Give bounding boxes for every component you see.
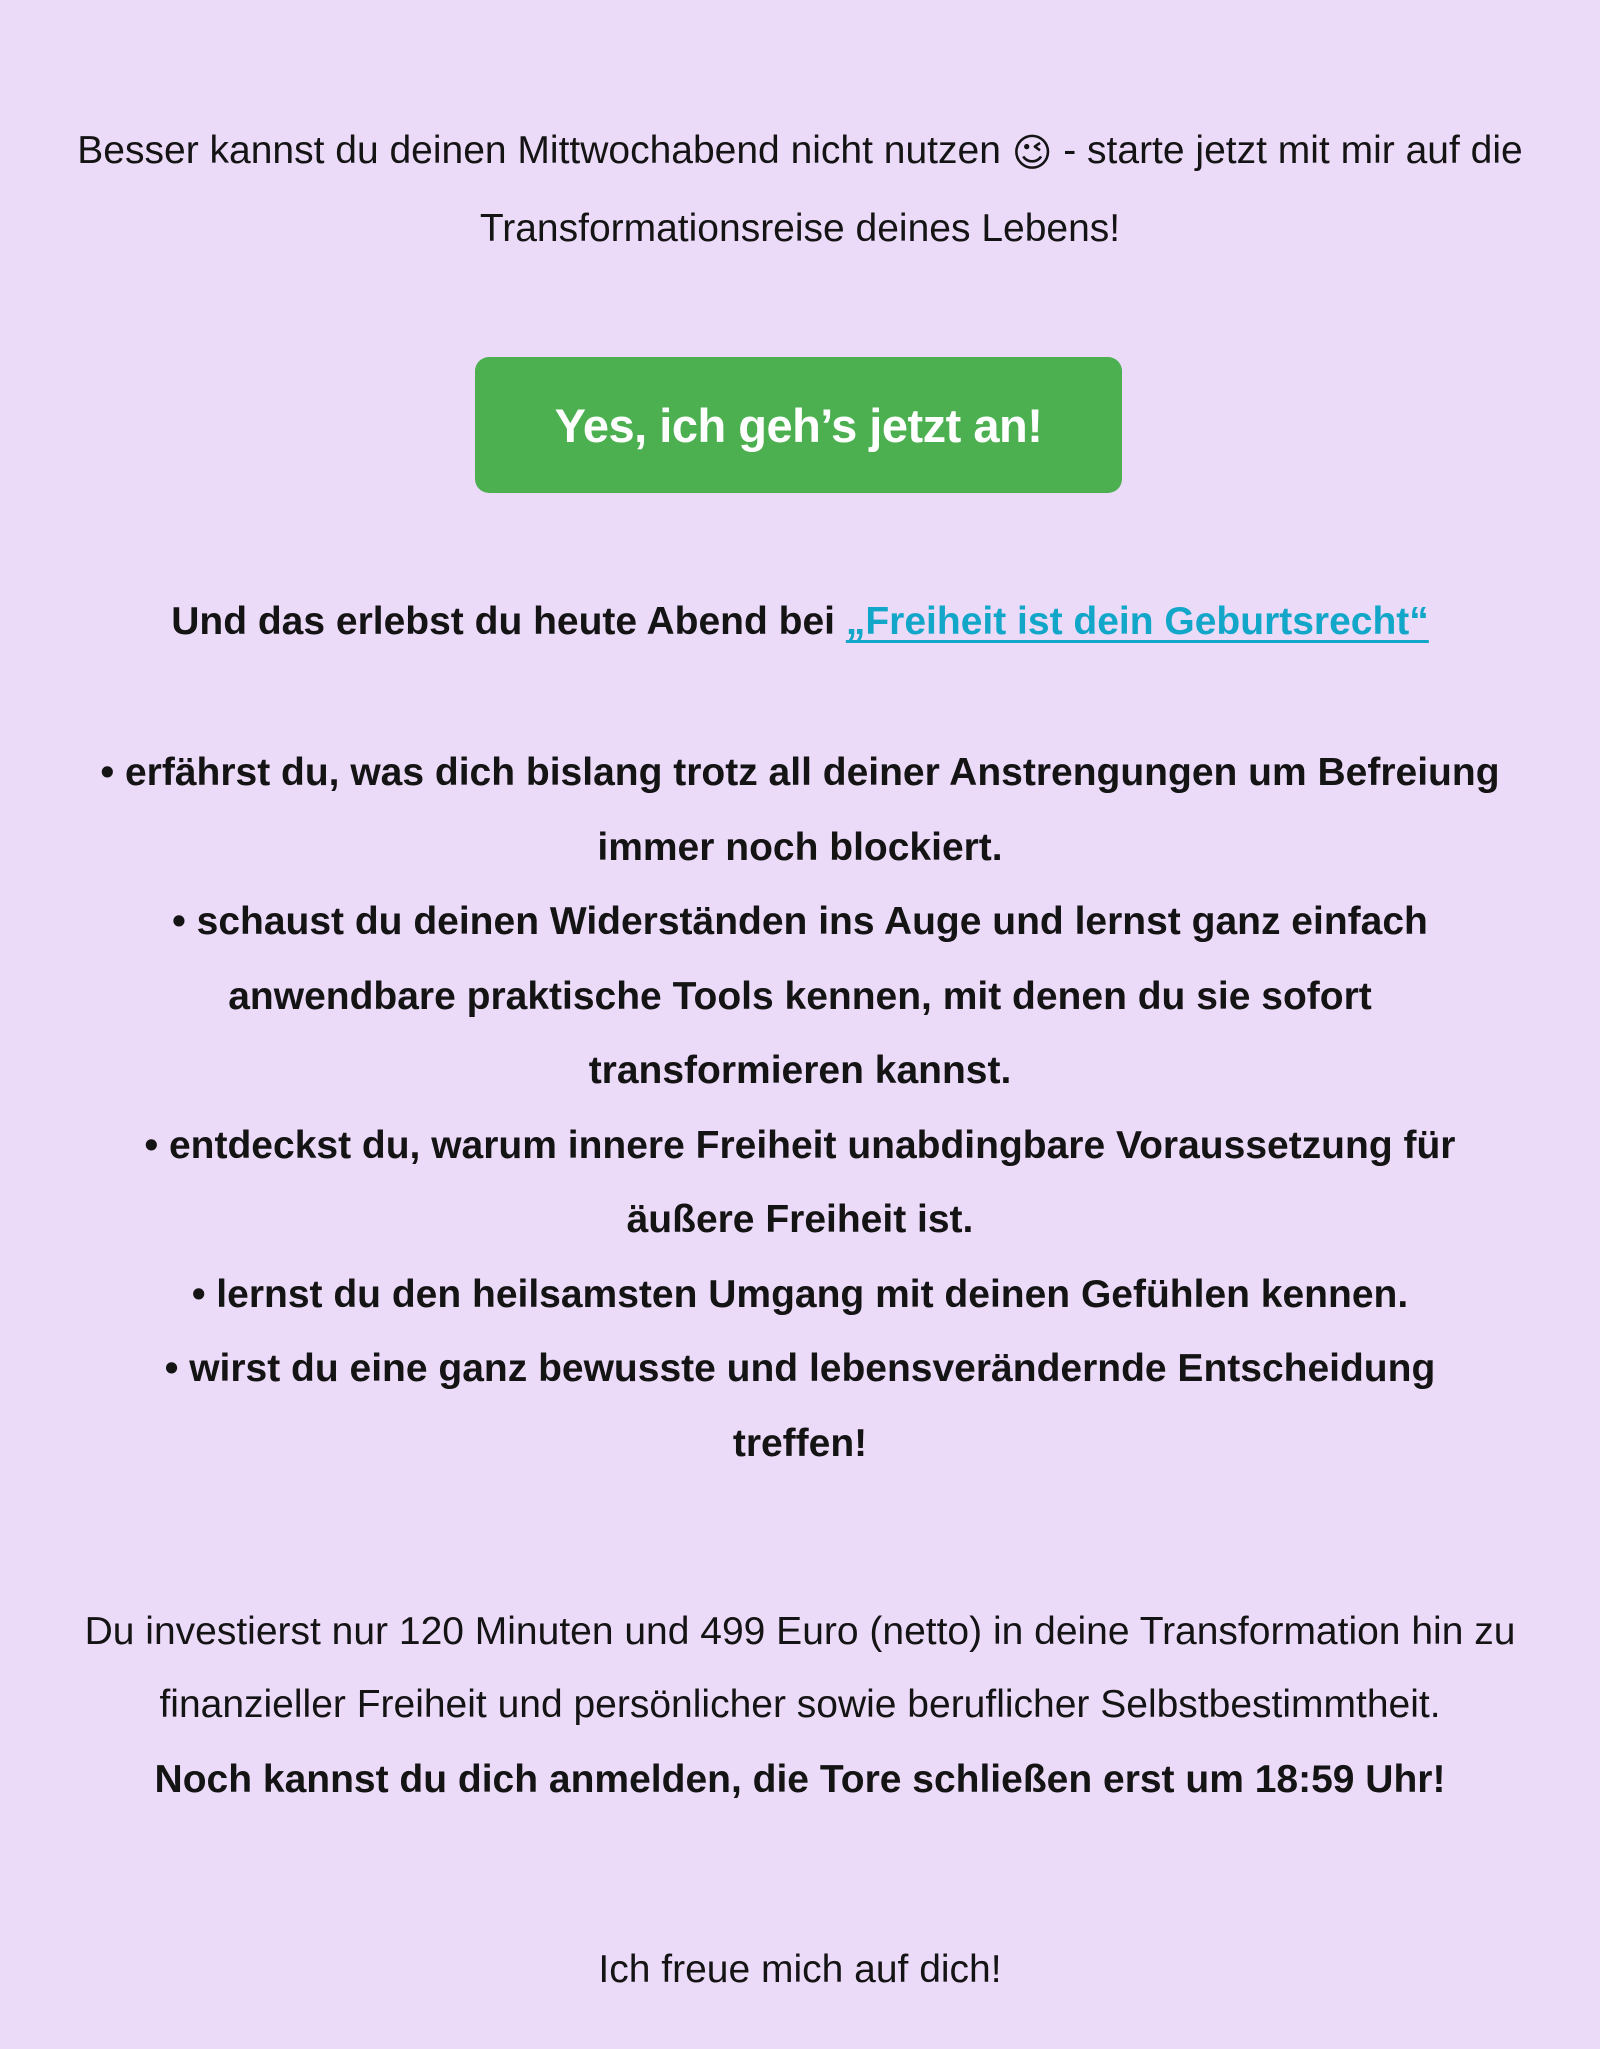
benefit-item: • lernst du den heilsamsten Umgang mit deinen Gefühlen kennen. — [191, 1272, 1409, 1316]
benefits-list — [75, 736, 1525, 1481]
event-link[interactable]: „Freiheit ist dein Geburtsrecht“ — [845, 600, 1429, 643]
intro-paragraph — [75, 113, 1525, 266]
wink-emoji-icon: 😉 — [1011, 131, 1053, 176]
intro-text-start: Besser kannst du deinen Mittwochabend nicht nutzen — [77, 129, 1012, 172]
cta-button[interactable]: Yes, ich geh’s jetzt an! — [475, 357, 1122, 493]
deadline-text: Noch kannst du dich anmelden, die Tore schließen erst um 18:59 Uhr! — [154, 1758, 1446, 1801]
benefit-item: • wirst du eine ganz bewusste und lebensverändernde Entscheidung treffen! — [164, 1347, 1436, 1465]
benefit-item: • schaust du deinen Widerständen ins Auge und lernst ganz einfach anwendbare praktische Tools kennen, mit denen du sie sofort transformieren kannst. — [172, 900, 1428, 1092]
investment-paragraph — [75, 1595, 1525, 1816]
section-heading — [75, 584, 1525, 659]
intro-text-end: - starte jetzt mit mir auf die Transformationsreise deines Lebens! — [479, 129, 1523, 250]
investment-text: Du investierst nur 120 Minuten und 499 Euro (netto) in deine Transformation hin zu finanzieller Freiheit und persönlicher sowie beruflicher Selbstbestimmtheit. — [84, 1610, 1516, 1726]
closing-line: Ich freue mich auf dich! — [598, 1948, 1002, 1991]
cta-container — [475, 357, 1122, 493]
benefit-item: • erfährst du, was dich bislang trotz all deiner Anstrengungen um Befreiung immer noch blockiert. — [100, 751, 1500, 869]
section-heading-text: Und das erlebst du heute Abend bei — [171, 600, 846, 643]
benefit-item: • entdeckst du, warum innere Freiheit unabdingbare Voraussetzung für äußere Freiheit ist. — [144, 1123, 1456, 1241]
